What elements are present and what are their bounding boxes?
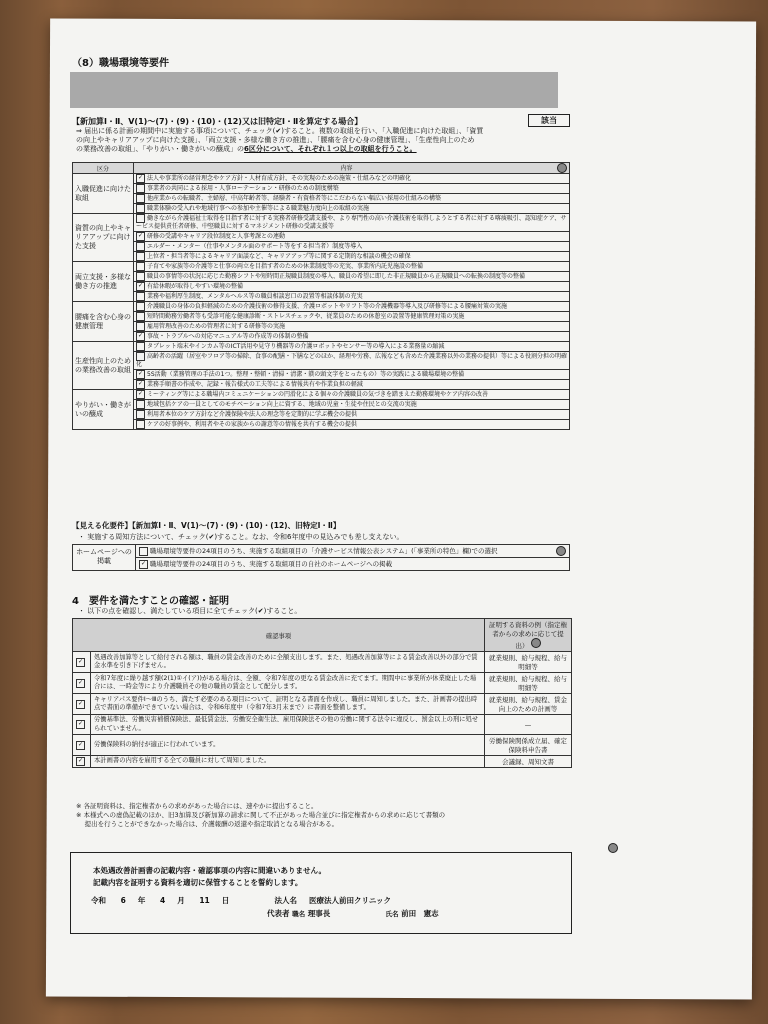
checkbox[interactable]: [136, 322, 145, 331]
section-4-title: 4 要件を満たすことの確認・証明: [72, 596, 229, 607]
table-row: [73, 694, 572, 715]
content-cell: [134, 342, 570, 352]
table-row: [73, 352, 570, 370]
circle-marker-icon: [531, 638, 541, 648]
table-row: [73, 380, 570, 390]
checkbox[interactable]: [139, 547, 148, 556]
checkbox[interactable]: ✓: [77, 699, 84, 707]
checkbox[interactable]: [136, 184, 145, 193]
table-row: [73, 252, 570, 262]
content-cell: [134, 370, 570, 380]
footnotes: ※ 各証明資料は、指定権者からの求めがあった場合には、速やかに提出すること。 ※ 本様式への虚偽記載のほか、旧3加算及び新加算の請求に関して不正があった場合並びに指定権者からの求めに応じて書類の 提出を行うことができなかった場合は、介護報酬の返還や指定取消となる場合がある。: [76, 802, 446, 828]
table-row: [73, 262, 570, 272]
item-text: 他産業からの転職者、主婦層、中高年齢者等、経験者・有資格者等にこだわらない幅広い採用の仕組みの構築: [147, 195, 442, 202]
content-cell: [134, 390, 570, 400]
content-cell: [134, 302, 570, 312]
checkbox[interactable]: [136, 292, 145, 301]
checkbox[interactable]: [136, 420, 145, 429]
content-cell: [134, 420, 570, 430]
table-row: [73, 322, 570, 332]
item-text: 事業者の共同による採用・人事ローテーション・研修のための制度構築: [147, 185, 339, 192]
table-row: [73, 292, 570, 302]
homepage-category: ホームページへの掲載: [73, 545, 136, 571]
table-row: [73, 673, 572, 694]
category-cell: 資質の向上やキャリアアップに向けた支援: [73, 214, 134, 262]
table-row: [73, 174, 570, 184]
item-text: 雇用管理改善のための管理者に対する研修等の実施: [147, 323, 286, 330]
checkbox[interactable]: ✓: [137, 282, 144, 289]
workplace-requirements-table: [72, 162, 570, 430]
checkbox[interactable]: [136, 352, 145, 361]
item-text: タブレット端末やインカム等のICT活用や見守り機器等の介護ロボットやセンサー等の導入による業務量の縮減: [147, 343, 445, 350]
visualization-table: [72, 544, 570, 571]
item-text: 働きながら介護福祉士取得を目指す者に対する実務者研修受講支援や、より専門性の高い介護技術を取得しようとする者に対する喀痰吸引、認知症ケア、サービス提供責任者研修、中堅職員に対するマネジメント研修の受講支援等: [136, 215, 567, 230]
category-cell: 両立支援・多様な働き方の推進: [73, 262, 134, 302]
table-row: [73, 410, 570, 420]
confirmation-table: [72, 618, 572, 768]
table-row: [73, 272, 570, 282]
checkbox[interactable]: [136, 272, 145, 281]
checkbox[interactable]: ✓: [137, 380, 144, 387]
content-cell: [134, 312, 570, 322]
item-text: 業務や福利厚生制度、メンタルヘルス等の職員相談窓口の設置等相談体制の充実: [147, 293, 363, 300]
content-cell: [134, 232, 570, 242]
item-text: 事故・トラブルへの対応マニュアル等の作成等の体制の整備: [147, 333, 309, 340]
checkbox[interactable]: [136, 252, 145, 261]
circle-marker-icon: [557, 163, 567, 173]
content-cell: [134, 282, 570, 292]
category-cell: 入職促進に向けた取組: [73, 174, 134, 214]
vis-option-1: 職場環境等要件の24項目のうち、実施する取組項目の「介護サービス情報公表システム」(「事業所の特色」欄)での選択: [136, 545, 570, 558]
item-text: 高齢者の活躍（居室やフロア等の掃除、食事の配膳・下膳などのほか、経理や労務、広報なども含めた介護業務以外の業務の提供）等による役割分担の明確化: [136, 353, 567, 368]
item-text: 職業体験の受入れや地域行事への参加や主催等による職業魅力度向上の取組の実施: [147, 205, 370, 212]
checkbox[interactable]: ✓: [137, 332, 144, 339]
content-cell: [134, 184, 570, 194]
content-cell: [134, 272, 570, 282]
table-row: [73, 242, 570, 252]
checkbox[interactable]: ✓: [140, 559, 147, 567]
item-text: 業務手順書の作成や、記録・報告様式の工夫等による情報共有や作業負担の軽減: [147, 381, 363, 388]
item-text: 利用者本位のケア方針など介護保険や法人の理念等を定期的に学ぶ機会の提供: [147, 411, 358, 418]
circle-marker-icon: [556, 546, 566, 556]
item-text: エルダー・メンター（仕事やメンタル面のサポート等をする担当者）制度等導入: [147, 243, 363, 250]
table-row: [73, 420, 570, 430]
item-text: 介護職員の身体の負担軽減のための介護技術の修得支援、介護ロボットやリフト等の介護機器等導入及び研修等による腰痛対策の実施: [147, 303, 508, 310]
col-content-header: 内容: [134, 163, 570, 174]
table-row: [73, 214, 570, 232]
confirmation-text: 労働保険料の納付が適正に行われています。: [91, 735, 485, 756]
confirmation-text: 令和7年度に繰り越す額(2(1)①イ(ア))がある場合は、全額、令和7年度の更なる賃金改善に充てます。期間中に事業所が休業廃止した場合には、一時金等により介護職員その他の職員の賃金として配分します。: [91, 673, 485, 694]
evidence-cell: 労働保険関係成立届、確定保険料申告書: [485, 735, 572, 756]
check-cell: [73, 673, 91, 694]
col-category-header: 区分: [73, 163, 134, 174]
table-row: [73, 282, 570, 292]
checkbox[interactable]: [136, 194, 145, 203]
checkbox[interactable]: ✓: [77, 740, 84, 748]
table-row: [73, 332, 570, 342]
evidence-cell: 就業規則、給与規程、給与明細等: [485, 652, 572, 673]
checkbox[interactable]: ✓: [77, 657, 84, 665]
content-cell: [134, 322, 570, 332]
content-cell: [134, 174, 570, 184]
content-cell: [134, 262, 570, 272]
content-cell: [134, 252, 570, 262]
declaration-box: 本処遇改善計画書の記載内容・確認事項の内容に間違いありません。 記載内容を証明する資料を適切に保管することを誓約します。 令和 6 年 4 月 11 日 法人名 医療法人前田クリニック 代表者 職名 理事長 氏名 前田 憲志: [70, 852, 572, 934]
item-text: 法人や事業所の経営理念やケア方針・人材育成方針、その実現のための施策・仕組みなどの明確化: [147, 175, 412, 182]
checkbox[interactable]: ✓: [137, 390, 144, 397]
vis-option-2: ✓ 職場環境等要件の24項目のうち、実施する取組項目の自社のホームページへの掲載: [136, 558, 570, 571]
content-cell: [134, 332, 570, 342]
requirement-intro: ⇒ 届出に係る計画の期間中に実施する事項について、チェック(✔)すること。複数の取組を行い、「入職促進に向けた取組」、「資質 の向上やキャリアアップに向けた支援」、「両立支援・多様な働き方の推進」、「腰痛を含む心身の健康管理」、「生産性向上のため の業務改善の取組」、「やりがい・働きがいの醸成」の6区分について、それぞれ１つ以上の取組を行うこと。: [76, 127, 484, 153]
item-text: 職員の事情等の状況に応じた勤務シフトや短時間正規職員制度の導入、職員の希望に即した非正規職員から正規職員への転換の制度等の整備: [147, 273, 526, 280]
content-cell: [134, 380, 570, 390]
table-row: [73, 715, 572, 735]
item-text: 子育てや家族等の介護等と仕事の両立を目指す者のための休業制度等の充実、事業所内託児施設の整備: [147, 263, 424, 270]
checkbox[interactable]: ✓: [137, 232, 144, 239]
requirement-header: 【新加算Ⅰ・Ⅱ、Ⅴ(1)〜(7)・(9)・(10)・(12)又は旧特定Ⅰ・Ⅱを算定する場合】: [72, 117, 363, 126]
table-row: [73, 194, 570, 204]
content-cell: [134, 214, 570, 232]
checkbox[interactable]: ✓: [77, 678, 84, 686]
category-cell: 生産性向上のための業務改善の取組: [73, 342, 134, 390]
item-text: 地域包括ケアの一員としてのモチベーション向上に資する、地域の児童・生徒や住民との交流の実施: [147, 401, 417, 408]
confirmation-text: 労働基準法、労働災害補償保険法、最低賃金法、労働安全衛生法、雇用保険法その他の労働に関する法令に違反し、罰金以上の刑に処せられていません。: [91, 715, 485, 735]
content-cell: [134, 352, 570, 370]
signature-date-line: 令和 6 年 4 月 11 日 法人名 医療法人前田クリニック: [91, 896, 392, 905]
check-cell: [73, 652, 91, 673]
table-row: [73, 652, 572, 673]
content-cell: [134, 400, 570, 410]
circle-marker-icon: [608, 838, 618, 857]
checkbox[interactable]: ✓: [137, 174, 144, 181]
content-cell: [134, 204, 570, 214]
checkbox[interactable]: ✓: [77, 757, 84, 764]
check-cell: [73, 715, 91, 735]
table-row: [73, 232, 570, 242]
evidence-cell: —: [485, 715, 572, 735]
table-row: [73, 400, 570, 410]
item-text: 研修の受講やキャリア段位制度と人事考課との連動: [147, 233, 286, 240]
checkbox[interactable]: ✓: [77, 720, 84, 727]
table-row: [73, 370, 570, 380]
col-evidence-header: 証明する資料の例（指定権者からの求めに応じて提出）: [485, 619, 572, 652]
table-row: [73, 342, 570, 352]
table-row: [73, 756, 572, 768]
item-text: 上位者・担当者等によるキャリア面談など、キャリアアップ等に関する定期的な相談の機会の確保: [147, 253, 411, 260]
table-row: [73, 184, 570, 194]
table-row: [73, 204, 570, 214]
checkbox[interactable]: [136, 242, 145, 251]
checkbox[interactable]: [136, 204, 145, 213]
section-8-title: （8）職場環境等要件: [72, 58, 169, 69]
item-text: ケアの好事例や、利用者やその家族からの謝意等の情報を共有する機会の提供: [147, 421, 357, 428]
table-row: [73, 735, 572, 756]
applicable-badge: 該当: [528, 114, 570, 127]
content-cell: [134, 194, 570, 204]
confirmation-text: 処遇改善加算等として給付される額は、職員の賃金改善のために全額支出します。また、処遇改善加算等による賃金改善以外の部分で賃金水準を引き下げません。: [91, 652, 485, 673]
section-4-note: ・ 以下の点を確認し、満たしている項目に全てチェック(✔)すること。: [78, 607, 302, 615]
col-item-header: 確認事項: [73, 619, 485, 652]
table-row: [73, 312, 570, 322]
checkbox[interactable]: ✓: [137, 370, 144, 377]
checkbox[interactable]: [136, 214, 145, 223]
visualization-note: ・ 実施する周知方法について、チェック(✔)すること。なお、令和6年度中の見込みでも差し支えない。: [78, 533, 404, 541]
check-cell: [73, 735, 91, 756]
representative-line: 代表者 職名 理事長 氏名 前田 憲志: [267, 909, 439, 918]
evidence-cell: 会議録、周知文書: [485, 756, 572, 768]
category-cell: やりがい・働きがいの醸成: [73, 390, 134, 430]
item-text: 5S活動（業務管理の手法の1つ。整理・整頓・清掃・清潔・躾の頭文字をとったもの）等の実践による職場環境の整備: [147, 371, 465, 378]
checkbox[interactable]: [136, 342, 145, 351]
item-text: ミーティング等による職場内コミュニケーションの円滑化による個々の介護職員の気づきを踏まえた勤務環境やケア内容の改善: [147, 391, 489, 398]
item-text: 有給休暇が取得しやすい環境の整備: [147, 283, 244, 290]
table-row: [73, 302, 570, 312]
checkbox[interactable]: [136, 302, 145, 311]
checkbox[interactable]: [136, 262, 145, 271]
evidence-cell: 就業規則、給与規程、賃金向上のための計画等: [485, 694, 572, 715]
content-cell: [134, 242, 570, 252]
checkbox[interactable]: [136, 312, 145, 321]
checkbox[interactable]: [136, 400, 145, 409]
check-cell: [73, 694, 91, 715]
confirmation-text: キャリアパス要件Ⅰ〜Ⅲのうち、満たす必要のある項目について、証明となる書面を作成し、職員に周知しました。また、計画書の提出時点で書面の準備ができていない場合は、令和6年度中（令和7年3月末まで）に書面を整備します。: [91, 694, 485, 715]
item-text: 短時間勤務労働者等も受診可能な健康診断・ストレスチェックや、従業員のための休憩室の設置等健康管理対策の実施: [147, 313, 465, 320]
checkbox[interactable]: [136, 410, 145, 419]
table-row: [73, 390, 570, 400]
confirmation-text: 本計画書の内容を雇用する全ての職員に対して周知しました。: [91, 756, 485, 768]
content-cell: [134, 292, 570, 302]
content-cell: [134, 410, 570, 420]
visualization-header: 【見える化要件】【新加算Ⅰ・Ⅱ、Ⅴ(1)〜(7)・(9)・(10)・(12)、旧特定Ⅰ・Ⅱ】: [72, 521, 341, 530]
evidence-cell: 就業規則、給与規程、給与明細等: [485, 673, 572, 694]
check-cell: [73, 756, 91, 768]
grey-header-band: [70, 72, 558, 108]
category-cell: 腰痛を含む心身の健康管理: [73, 302, 134, 342]
